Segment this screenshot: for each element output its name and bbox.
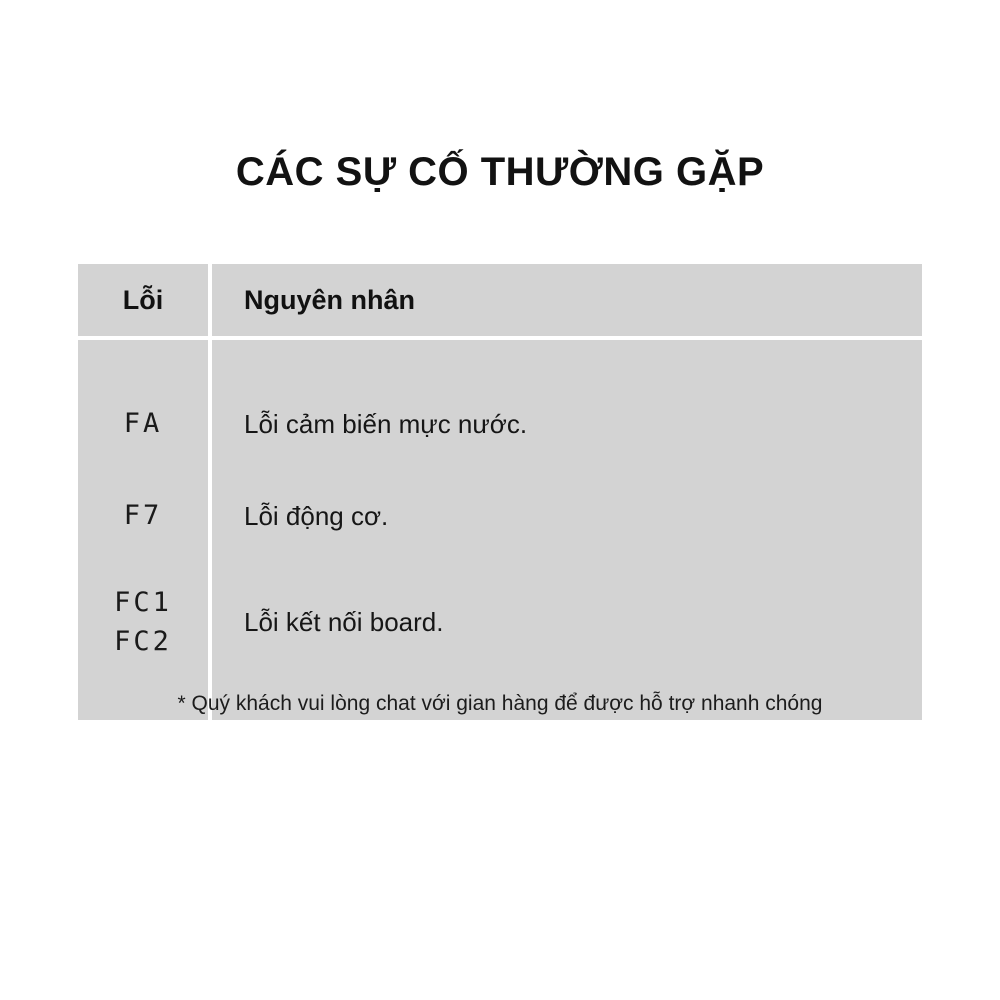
footnote-text: * Quý khách vui lòng chat với gian hàng để được hỗ trợ nhanh chóng xyxy=(177,692,823,715)
spacer-cell-left xyxy=(78,340,208,376)
table-row xyxy=(78,472,922,560)
table-spacer-row xyxy=(78,340,922,376)
error-cause: Lỗi kết nối board. xyxy=(212,560,922,684)
error-cause: Lỗi động cơ. xyxy=(212,472,922,560)
error-code-secondary: FC2 xyxy=(114,626,172,657)
table-header-row xyxy=(78,264,922,336)
error-code-table xyxy=(78,264,922,720)
column-header-error: Lỗi xyxy=(78,264,208,336)
error-cause: Lỗi cảm biến mực nước. xyxy=(212,376,922,472)
page-title: CÁC SỰ CỐ THƯỜNG GẶP xyxy=(235,150,765,194)
error-code: FA xyxy=(78,376,208,472)
table-row xyxy=(78,560,922,684)
table-row xyxy=(78,376,922,472)
error-code: FC1 xyxy=(114,586,172,618)
error-code-group xyxy=(78,560,208,684)
spacer-cell-right xyxy=(212,340,922,376)
column-header-cause: Nguyên nhân xyxy=(212,264,922,336)
error-code: F7 xyxy=(78,472,208,560)
